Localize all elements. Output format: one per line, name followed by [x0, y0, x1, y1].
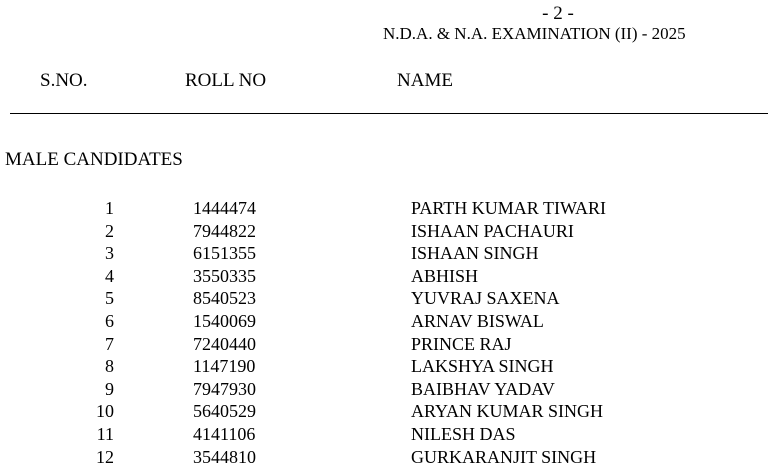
row-name: ISHAAN PACHAURI [411, 220, 574, 241]
row-name: ISHAAN SINGH [411, 243, 539, 264]
table-row [0, 378, 780, 401]
row-sno: 12 [96, 446, 114, 467]
row-name: YUVRAJ SAXENA [411, 288, 560, 309]
row-name: LAKSHYA SINGH [411, 356, 554, 377]
row-name: ARYAN KUMAR SINGH [411, 401, 604, 422]
row-name: GURKARANJIT SINGH [411, 446, 597, 467]
row-sno: 8 [105, 356, 114, 377]
table-row [0, 265, 780, 288]
table-row [0, 242, 780, 265]
table-row [0, 446, 780, 469]
row-sno: 7 [105, 333, 114, 354]
table-row [0, 310, 780, 333]
row-roll-no: 1147190 [193, 356, 256, 377]
row-roll-no: 7944822 [193, 220, 256, 241]
row-name: BAIBHAV YADAV [411, 378, 555, 399]
row-roll-no: 1444474 [193, 198, 256, 218]
row-name: NILESH DAS [411, 423, 516, 444]
page-number: - 2 - [542, 3, 574, 24]
exam-title: N.D.A. & N.A. EXAMINATION (II) - 2025 [383, 24, 686, 43]
table-row [0, 220, 780, 243]
row-sno: 2 [105, 220, 114, 241]
column-header-roll-no: ROLL NO [185, 70, 267, 91]
row-roll-no: 4141106 [193, 423, 256, 444]
row-roll-no: 7947930 [193, 378, 256, 399]
row-roll-no: 5640529 [193, 401, 256, 422]
row-sno: 6 [105, 310, 114, 331]
row-sno: 1 [105, 198, 114, 218]
row-name: ARNAV BISWAL [411, 310, 544, 331]
row-sno: 11 [96, 423, 114, 444]
table-row [0, 423, 780, 446]
row-roll-no: 6151355 [193, 243, 256, 264]
row-name: PRINCE RAJ [411, 333, 512, 354]
table-row [0, 333, 780, 356]
header-divider [10, 113, 768, 114]
row-roll-no: 8540523 [193, 288, 256, 309]
table-row [0, 400, 780, 423]
column-header-name: NAME [397, 70, 453, 91]
row-name: PARTH KUMAR TIWARI [411, 198, 606, 218]
section-title: MALE CANDIDATES [5, 149, 183, 170]
row-sno: 3 [105, 243, 114, 264]
candidate-list [0, 197, 780, 468]
table-row [0, 355, 780, 378]
row-name: ABHISH [411, 265, 479, 286]
row-roll-no: 3544810 [193, 446, 256, 467]
column-header-sno: S.NO. [40, 70, 88, 91]
table-row [0, 197, 780, 220]
row-roll-no: 3550335 [193, 265, 256, 286]
table-row [0, 287, 780, 310]
row-sno: 10 [96, 401, 114, 422]
row-roll-no: 1540069 [193, 310, 256, 331]
row-sno: 4 [105, 265, 114, 286]
row-sno: 9 [105, 378, 114, 399]
row-roll-no: 7240440 [193, 333, 256, 354]
row-sno: 5 [105, 288, 114, 309]
